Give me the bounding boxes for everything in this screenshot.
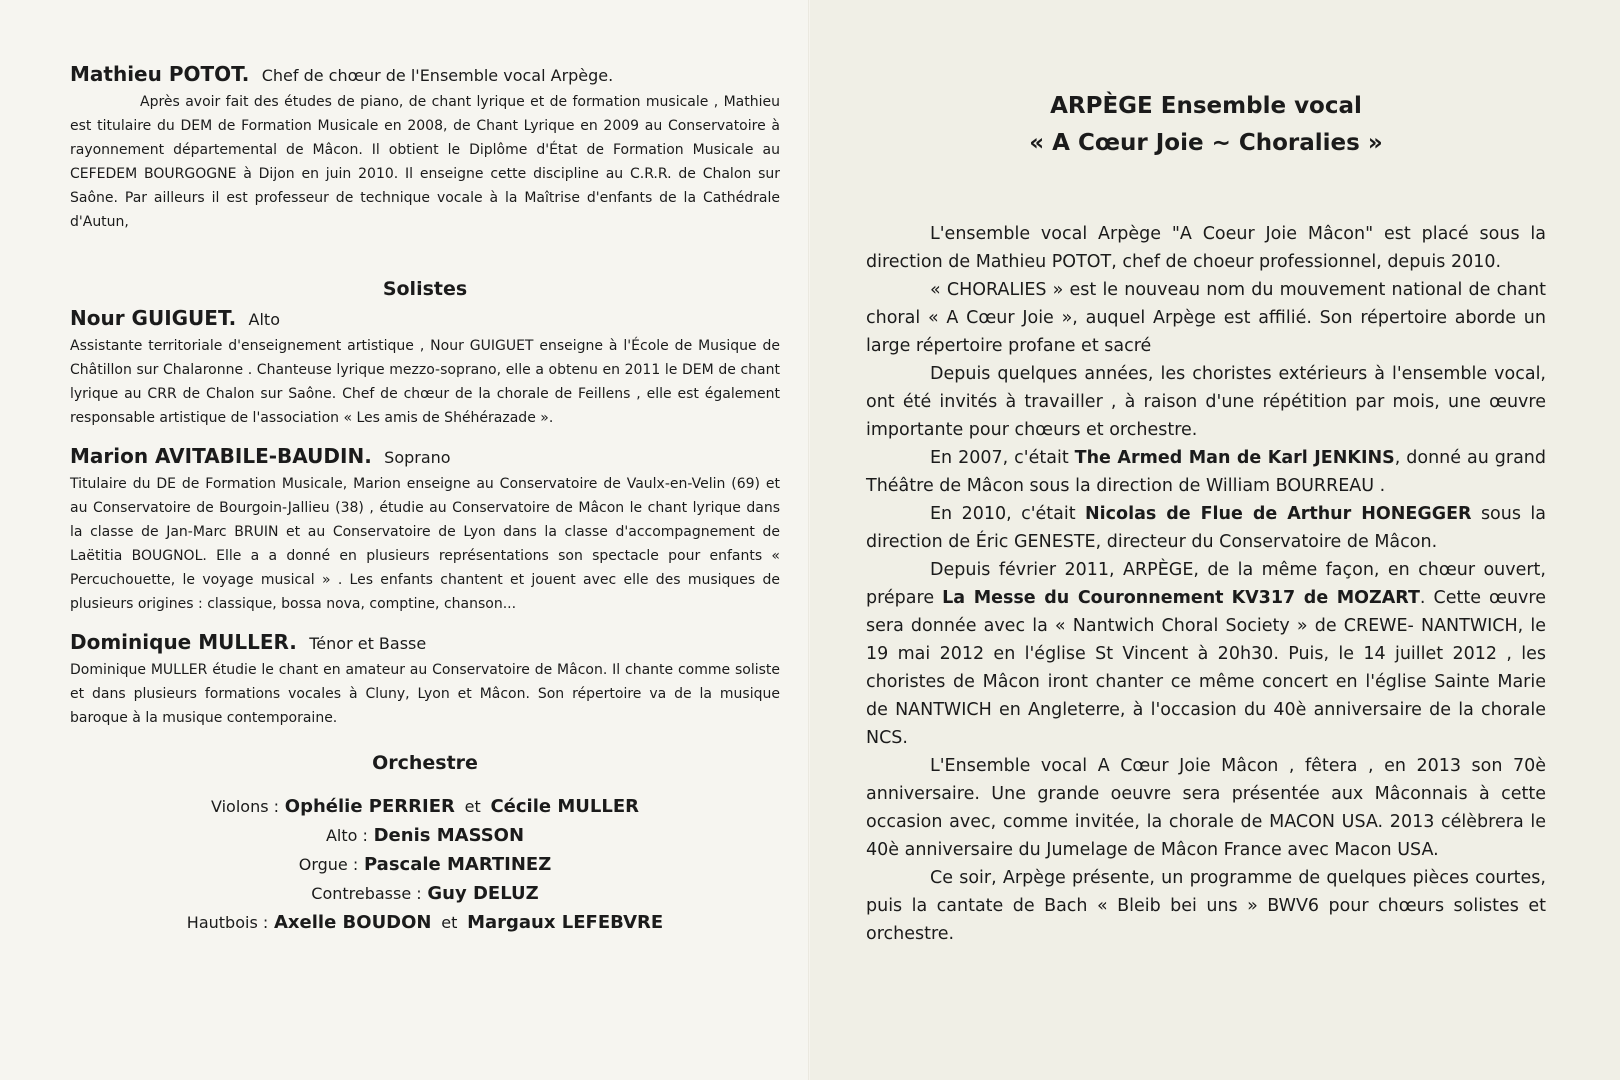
paragraph: [866, 556, 1546, 752]
instrument-label: Orgue :: [298, 855, 359, 874]
work-title: La Messe du Couronnement: [942, 588, 1224, 608]
soloist-voice: Alto: [248, 310, 280, 329]
soloist-text: Dominique MULLER étudie le chant en amateur au Conservatoire de Mâcon. Il chante comme soliste et dans plusieurs formations vocales à Cluny, Lyon et Mâcon. Son répertoire va de la musique baroque à la musique contemporaine.: [70, 662, 780, 726]
paragraph-text: « CHORALIES » est le nouveau nom du mouvement national de chant choral « A Cœur Joie », auquel Arpège est affilié. Son répertoire aborde un large répertoire profane et sacré: [866, 280, 1546, 356]
paragraph: [866, 864, 1546, 948]
paragraph-text: [1224, 588, 1232, 608]
orchestra-list: [70, 792, 780, 937]
work-title: The Armed Man de Karl JENKINS: [1074, 448, 1395, 468]
musician-name: Axelle BOUDON: [273, 912, 432, 933]
director-role: Chef de chœur de l'Ensemble vocal Arpège.: [261, 66, 614, 85]
paragraph-text: L'Ensemble vocal A Cœur Joie Mâcon , fêtera , en 2013 son 70è anniversaire. Une grande oeuvre sera présentée aux Mâconnais à cette occasion avec, comme invitée, la chorale de MACON USA. 2013 célèbrera le 40è anniversaire du Jumelage de Mâcon France avec Macon USA.: [866, 756, 1546, 860]
orchestra-line: [70, 850, 780, 879]
paragraph: [866, 220, 1546, 276]
musician-name: Guy DELUZ: [427, 883, 539, 904]
orchestra-line: [70, 908, 780, 937]
soloist-voice: Ténor et Basse: [309, 634, 427, 653]
work-catalog: KV317 de MOZART: [1231, 588, 1420, 608]
soloist-name: Dominique MULLER.: [70, 630, 297, 654]
soloist-heading: [70, 306, 780, 330]
ensemble-subtitle: « A Cœur Joie ~ Choralies »: [1029, 130, 1383, 156]
musician-name: Cécile MULLER: [490, 796, 639, 817]
paragraph-text: , donné au grand Théâtre de Mâcon sous la direction de William BOURREAU .: [866, 448, 1546, 496]
paragraph-text: L'ensemble vocal Arpège "A Coeur Joie Mâcon" est placé sous la direction de Mathieu POTOT, chef de choeur professionnel, depuis 2010.: [866, 224, 1546, 272]
instrument-label: Alto :: [325, 826, 368, 845]
instrument-label: Violons :: [211, 797, 280, 816]
soloist-heading: [70, 444, 780, 468]
soloist-bio: [70, 630, 780, 730]
right-page: [810, 0, 1620, 1080]
soloist-bio: [70, 306, 780, 430]
musician-name: Margaux LEFEBVRE: [467, 912, 664, 933]
paragraph-text: En 2010, c'était: [930, 504, 1086, 524]
paragraph-text: sous la direction de Éric GENESTE, directeur du Conservatoire de Mâcon.: [866, 504, 1546, 552]
soloist-voice: Soprano: [384, 448, 451, 467]
soloist-name: Nour GUIGUET.: [70, 306, 237, 330]
director-text: Après avoir fait des études de piano, de chant lyrique et de formation musicale , Mathieu est titulaire du DEM de Formation Musicale en 2008, de Chant Lyrique en 2009 au Conservatoire à rayonnement départemental de Mâcon. Il obtient le Diplôme d'État de Formation Musicale au CEFEDEM BOURGOGNE à Dijon en juin 2010. Il enseigne cette discipline au C.R.R. de Chalon sur Saône. Par ailleurs il est professeur de technique vocale à la Maîtrise d'enfants de la Cathédrale d'Autun,: [70, 94, 780, 230]
director-name: Mathieu POTOT.: [70, 62, 250, 86]
director-bio: [70, 62, 780, 234]
instrument-label: Contrebasse :: [311, 884, 422, 903]
orchestra-title: Orchestre: [372, 752, 478, 774]
soloist-bio: [70, 444, 780, 616]
conjunction: et: [464, 797, 481, 816]
ensemble-title: ARPÈGE Ensemble vocal: [1050, 93, 1362, 119]
paragraph-text: Depuis quelques années, les choristes extérieurs à l'ensemble vocal, ont été invités à travailler , à raison d'une répétition par mois, une œuvre importante pour chœurs et orchestre.: [866, 364, 1546, 440]
musician-name: Denis MASSON: [373, 825, 525, 846]
soloists-title: Solistes: [382, 278, 468, 300]
paragraph: [866, 500, 1546, 556]
musician-name: Ophélie PERRIER: [284, 796, 455, 817]
instrument-label: Hautbois :: [186, 913, 269, 932]
director-heading: [70, 62, 780, 86]
paragraph-text: Depuis février 2011, ARPÈGE, de la même façon, en chœur ouvert, prépare: [866, 560, 1546, 608]
conjunction: et: [441, 913, 458, 932]
soloist-heading: [70, 630, 780, 654]
paragraph-text: Ce soir, Arpège présente, un programme de quelques pièces courtes, puis la cantate de Bach « Bleib bei uns » BWV6 pour chœurs solistes et orchestre.: [866, 868, 1546, 944]
orchestra-line: [70, 821, 780, 850]
orchestra-line: [70, 792, 780, 821]
musician-name: Pascale MARTINEZ: [363, 854, 552, 875]
paragraph: [866, 276, 1546, 360]
paragraph-text: . Cette œuvre sera donnée avec la « Nantwich Choral Society » de CREWE- NANTWICH, le 19 mai 2012 en l'église St Vincent à 20h30. Puis, le 14 juillet 2012 , les choristes de Mâcon iront chanter ce même concert en l'église Sainte Marie de NANTWICH en Angleterre, à l'occasion du 40è anniversaire de la chorale NCS.: [866, 588, 1546, 748]
orchestra-line: [70, 879, 780, 908]
work-title: Nicolas de Flue de Arthur HONEGGER: [1085, 504, 1472, 524]
paragraph-text: En 2007, c'était: [930, 448, 1075, 468]
ensemble-description: [866, 220, 1546, 948]
soloist-text: Titulaire du DE de Formation Musicale, Marion enseigne au Conservatoire de Vaulx-en-Velin (69) et au Conservatoire de Bourgoin-Jallieu (38) , étudie au Conservatoire de Mâcon le chant lyrique dans la classe de Jan-Marc BRUIN et au Conservatoire de Lyon dans la classe d'accompagnement de Laëtitia BOUGNOL. Elle a a donné en plusieurs représentations son spectacle pour enfants « Percuchouette, le voyage musical » . Les enfants chantent et jouent avec elle des musiques de plusieurs origines : classique, bossa nova, comptine, chanson...: [70, 476, 780, 612]
paragraph: [866, 752, 1546, 864]
paragraph: [866, 360, 1546, 444]
soloist-name: Marion AVITABILE-BAUDIN.: [70, 444, 372, 468]
soloist-text: Assistante territoriale d'enseignement artistique , Nour GUIGUET enseigne à l'École de Musique de Châtillon sur Chalaronne . Chanteuse lyrique mezzo-soprano, elle a obtenu en 2011 le DEM de chant lyrique au CRR de Chalon sur Saône. Chef de chœur de la chorale de Feillens , elle est également responsable artistique de l'association « Les amis de Shéhérazade ».: [70, 338, 780, 426]
paragraph: [866, 444, 1546, 500]
